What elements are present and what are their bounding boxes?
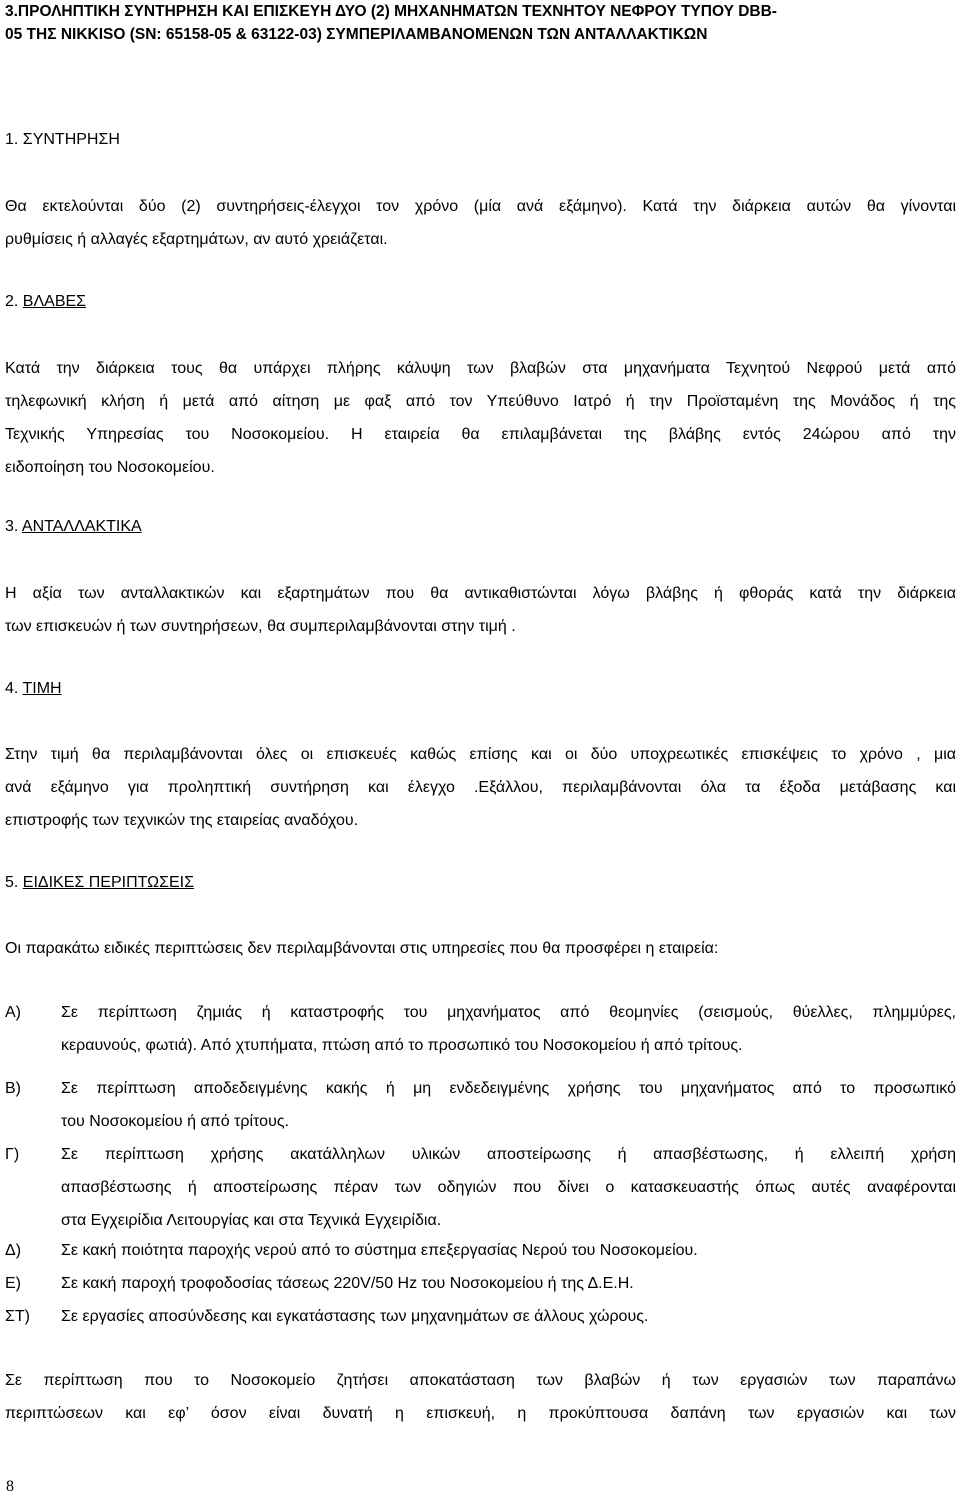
section-title: ΣΥΝΤΗΡΗΣΗ xyxy=(22,131,120,148)
section-heading xyxy=(5,127,956,153)
section-number: 2. xyxy=(5,293,23,310)
paragraph-line: Θα εκτελούνται δύο (2) συντηρήσεις-έλεγχοι τον χρόνο (μία ανά εξάμηνο). Κατά την διάρκεια αυτών θα γίνονται xyxy=(5,198,956,215)
paragraph-line: τηλεφωνική κλήση ή μετά από αίτηση με φαξ από τον Υπεύθυνο Ιατρό ή την Προϊσταμένη της Μονάδος ή της xyxy=(5,393,956,410)
section-number: 3. xyxy=(5,518,22,535)
section-faults xyxy=(5,289,956,315)
section-spare-parts xyxy=(5,514,956,540)
section-title: ΒΛΑΒΕΣ xyxy=(22,293,87,310)
special-case-item xyxy=(5,996,956,1062)
special-cases-closing xyxy=(5,1364,956,1430)
section-heading xyxy=(5,870,956,896)
section-number: 1. xyxy=(5,131,23,148)
item-label: Β) xyxy=(5,1080,21,1097)
item-label: Δ) xyxy=(5,1242,22,1259)
section-number: 4. xyxy=(5,680,23,697)
item-line: Σε κακή παροχή τροφοδοσίας τάσεως 220V/50 Hz του Νοσοκομείου ή της Δ.Ε.Η. xyxy=(61,1275,634,1292)
section-number: 5. xyxy=(5,874,23,891)
section-price xyxy=(5,676,956,702)
item-line: κεραυνούς, φωτιά). Από χτυπήματα, πτώση από το προσωπικό του Νοσοκομείου ή από τρίτους. xyxy=(61,1037,743,1054)
item-line: Σε περίπτωση αποδεδειγμένης κακής ή μη ενδεδειγμένης χρήσης του μηχανήματος από το προσωπικό xyxy=(61,1080,956,1097)
title-line-1: 3.ΠΡΟΛΗΠΤΙΚΗ ΣΥΝΤΗΡΗΣΗ ΚΑΙ ΕΠΙΣΚΕΥΗ ΔΥΟ (2) ΜΗΧΑΝΗΜΑΤΩΝ ΤΕΧΝΗΤΟΥ ΝΕΦΡΟΥ ΤΥΠΟΥ DBB- xyxy=(5,3,777,20)
item-label: Ε) xyxy=(5,1275,21,1292)
title-line-2: 05 ΤΗΣ NIKKISO (SN: 65158-05 & 63122-03) ΣΥΜΠΕΡΙΛΑΜΒΑΝΟΜΕΝΩΝ ΤΩΝ ΑΝΤΑΛΛΑΚΤΙΚΩΝ xyxy=(5,26,708,43)
special-case-item xyxy=(5,1138,956,1237)
section-heading xyxy=(5,676,956,702)
paragraph-line: Σε περίπτωση που το Νοσοκομείο ζητήσει αποκατάσταση των βλαβών ή των εργασιών των παραπάνω xyxy=(5,1372,956,1389)
paragraph-line: Κατά την διάρκεια τους θα υπάρχει πλήρης κάλυψη των βλαβών στα μηχανήματα Τεχνητού Νεφρού μετά από xyxy=(5,360,956,377)
item-label: Α) xyxy=(5,1004,21,1021)
item-line: Σε εργασίες αποσύνδεσης και εγκατάστασης των μηχανημάτων σε άλλους χώρους. xyxy=(61,1308,649,1325)
item-line: του Νοσοκομείου ή από τρίτους. xyxy=(61,1113,289,1130)
paragraph-line: Η αξία των ανταλλακτικών και εξαρτημάτων που θα αντικαθιστώνται λόγω βλάβης ή φθοράς κατά την διάρκεια xyxy=(5,585,956,602)
section-faults-paragraph xyxy=(5,352,956,484)
section-price-paragraph xyxy=(5,738,956,837)
item-line: Σε περίπτωση ζημιάς ή καταστροφής του μηχανήματος από θεομηνίες (σεισμούς, θύελλες, πλημμύρες, xyxy=(61,1004,956,1021)
section-spare-parts-paragraph xyxy=(5,577,956,643)
paragraph-line: ανά εξάμηνο για προληπτική συντήρηση και έλεγχο .Εξάλλου, περιλαμβάνονται όλα τα έξοδα μετάβασης και xyxy=(5,779,956,796)
item-line: στα Εγχειρίδια Λειτουργίας και στα Τεχνικά Εγχειρίδια. xyxy=(61,1212,442,1229)
item-label: Γ) xyxy=(5,1146,20,1163)
section-heading xyxy=(5,289,956,315)
special-cases-intro xyxy=(5,932,956,965)
section-title: ΤΙΜΗ xyxy=(22,680,62,697)
special-case-item xyxy=(5,1072,956,1138)
special-case-item xyxy=(5,1300,956,1333)
paragraph-line: ειδοποίηση του Νοσοκομείου. xyxy=(5,459,215,476)
paragraph-line: Οι παρακάτω ειδικές περιπτώσεις δεν περιλαμβάνονται στις υπηρεσίες που θα προσφέρει η εταιρεία: xyxy=(5,940,719,957)
item-line: Σε κακή ποιότητα παροχής νερού από το σύστημα επεξεργασίας Νερού του Νοσοκομείου. xyxy=(61,1242,698,1259)
paragraph-line: των επισκευών ή των συντηρήσεων, θα συμπεριλαμβάνονται στην τιμή . xyxy=(5,618,516,635)
item-line: Σε περίπτωση χρήσης ακατάλληλων υλικών αποστείρωσης ή απασβέστωσης, ή ελλειπή χρήση xyxy=(61,1146,956,1163)
paragraph-line: ρυθμίσεις ή αλλαγές εξαρτημάτων, αν αυτό χρειάζεται. xyxy=(5,231,388,248)
section-heading xyxy=(5,514,956,540)
section-title: ΑΝΤΑΛΛΑΚΤΙΚΑ xyxy=(21,518,142,535)
paragraph-line: περιπτώσεων και εφ’ όσον είναι δυνατή η επισκευή, η προκύπτουσα δαπάνη των εργασιών και των xyxy=(5,1405,956,1422)
paragraph-line: επιστροφής των τεχνικών της εταιρείας αναδόχου. xyxy=(5,812,359,829)
paragraph-line: Τεχνικής Υπηρεσίας του Νοσοκομείου. Η εταιρεία θα επιλαμβάνεται της βλάβης εντός 24ώρου από την xyxy=(5,426,956,443)
section-maintenance xyxy=(5,127,956,153)
special-case-item xyxy=(5,1267,956,1300)
page-number: 8 xyxy=(6,1478,14,1495)
item-label: ΣΤ) xyxy=(5,1308,30,1325)
special-case-item xyxy=(5,1234,956,1267)
section-maintenance-paragraph xyxy=(5,190,956,256)
document-title xyxy=(5,0,956,46)
item-line: απασβέστωσης ή αποστείρωσης πέραν των οδηγιών που δίνει ο κατασκευαστής όπως αυτές αναφέρονται xyxy=(61,1179,956,1196)
section-special-cases xyxy=(5,870,956,896)
section-title: ΕΙΔΙΚΕΣ ΠΕΡΙΠΤΩΣΕΙΣ xyxy=(22,874,194,891)
paragraph-line: Στην τιμή θα περιλαμβάνονται όλες οι επισκευές καθώς επίσης και οι δύο υποχρεωτικές επισκέψεις το χρόνο , μια xyxy=(5,746,956,763)
